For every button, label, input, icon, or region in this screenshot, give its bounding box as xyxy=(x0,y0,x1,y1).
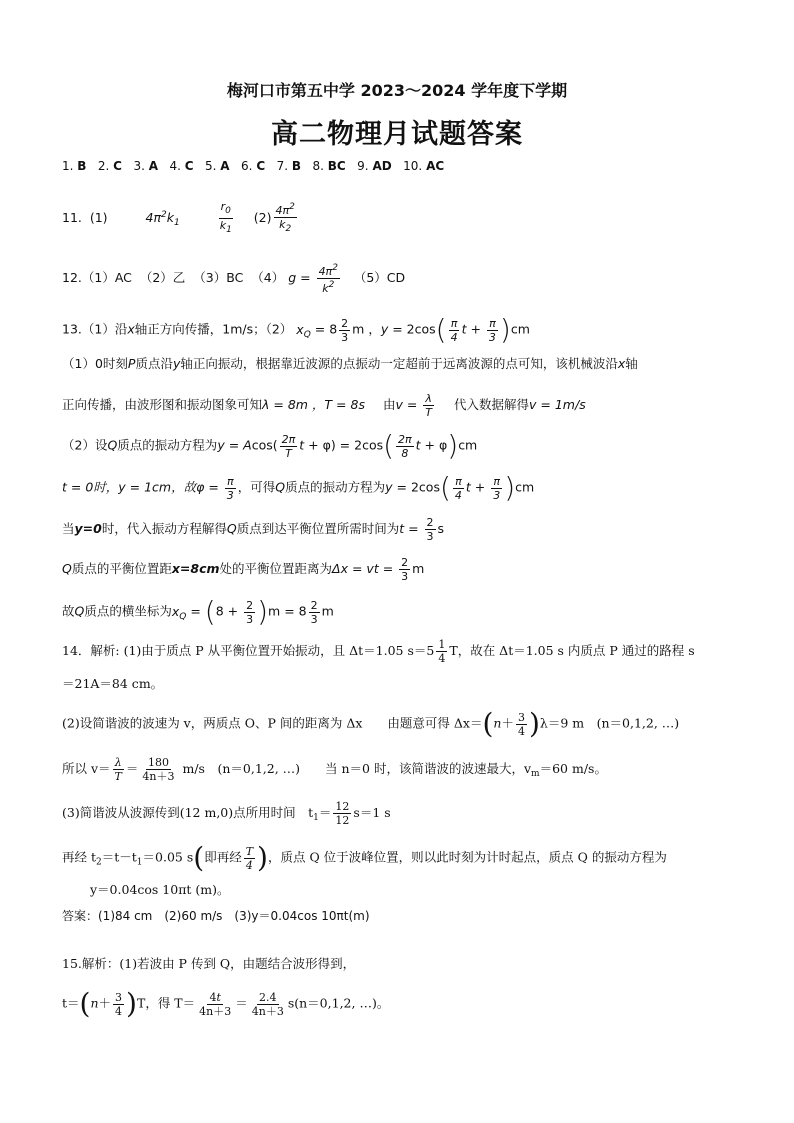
q13-p3: （2）设Q质点的振动方程为y = Acos( $\frac{2\pi}{T}$ t + φ) = 2cos( $\frac{2\pi}{8}$ t + φ)cm xyxy=(62,429,478,462)
q14-l6: 再经 $t_2=t-t_1=0.05$ s(即再经 $\frac{T}{4}$ )，质点 Q 位于波峰位置，则以此时刻为计时起点，质点 Q 的振动方程为 xyxy=(62,841,667,874)
q15-l1: 15.解析：(1)若波由 P 传到 Q，由题结合波形得到， xyxy=(62,956,356,971)
q13-p1: （1）0时刻P质点沿y轴正向振动，根据靠近波源的点振动一定超前于远离波源的点可知，该机械波沿x轴 xyxy=(62,356,638,371)
school-line: 梅河口市第五中学 2023～2024 学年度下学期 xyxy=(226,81,568,100)
q11-answer: 11. (1) $4\pi^2k_1$ $\frac{r_0}{k_1}$ (2) $\frac{4\pi^2}{k_2}$ xyxy=(62,200,295,235)
q1-10-answers: 1. B 2. C 3. A 4. C 5. A 6. C 7. B 8. BC 9. AD 10. AC xyxy=(62,159,445,173)
q14-l3: (2)设简谐波的波速为 v，两质点 O、P 间的距离为 Δx 由题意可得 Δx＝(n＋ $\frac{3}{4}$ )λ＝9 m (n＝0,1,2, …) xyxy=(62,707,680,740)
q14-l2: ＝21A＝84 cm。 xyxy=(62,676,164,691)
q15-l2: t＝(n＋ $\frac{3}{4}$ )T，得 T＝ $\frac{4t}{4n+3}$ ＝ $\frac{2.4}{4n+3}$ s(n＝0,1,2, …)。 xyxy=(62,987,390,1020)
q13-p7: 故Q质点的横坐标为$x_Q = (8$ + $\frac{2}{3}$ )m = 8 $\frac{2}{3}$ m xyxy=(62,595,334,628)
page-title: 高二物理月试题答案 xyxy=(271,119,523,150)
q13-p4: t = 0时，y = 1cm，故φ = $\frac{\pi}{3}$ ，可得Q质点的振动方程为y = 2cos( $\frac{\pi}{4}$ t + $\frac{\pi}{3}$ )cm xyxy=(62,471,535,504)
q14-l1: 14．解析: (1)由于质点 P 从平衡位置开始振动，且 Δt＝1.05 s＝5 $\frac{1}{4}$ T，故在 Δt＝1.05 s 内质点 P 通过的路程 s xyxy=(62,638,695,665)
q13-p2: 正向传播，由波形图和振动图象可知λ = 8m ，T = 8s 由v = $\frac{\lambda}{T}$ 代入数据解得v = 1m/s xyxy=(62,392,586,419)
q13-answer: 13.（1）沿x轴正方向传播，1m/s；（2） $x_Q = 8$ $\frac{2}{3}$ m ，y = 2cos( $\frac{\pi}{4}$ t + $\frac{\pi}{3}$ )cm xyxy=(62,313,530,346)
q14-l5: (3)简谐波从波源传到(12 m,0)点所用时间 $t_1=$ $\frac{12}{12}$ s＝1 s xyxy=(62,800,391,827)
q13-p5: 当y=0时，代入振动方程解得Q质点到达平衡位置所需时间为t = $\frac{2}{3}$ s xyxy=(62,516,445,543)
q13-p6: Q质点的平衡位置距x=8cm处的平衡位置距离为Δx = vt = $\frac{2}{3}$ m xyxy=(62,556,425,583)
q14-answer: 答案：(1)84 cm (2)60 m/s (3)y＝0.04cos 10πt(m) xyxy=(62,909,370,923)
q12-answer: 12.（1）AC （2）乙 （3）BC （4） g = $\frac{4\pi^2}{k^2}$ （5）CD xyxy=(62,263,406,295)
q14-l4: 所以 v＝ $\frac{\lambda}{T}$ ＝ $\frac{180}{4n+3}$ m/s (n＝0,1,2, …) 当 n＝0 时，该简谐波的波速最大，$v_m=60$ m/s。 xyxy=(62,756,607,783)
q14-l7: y＝0.04cos 10πt (m)。 xyxy=(90,882,230,897)
